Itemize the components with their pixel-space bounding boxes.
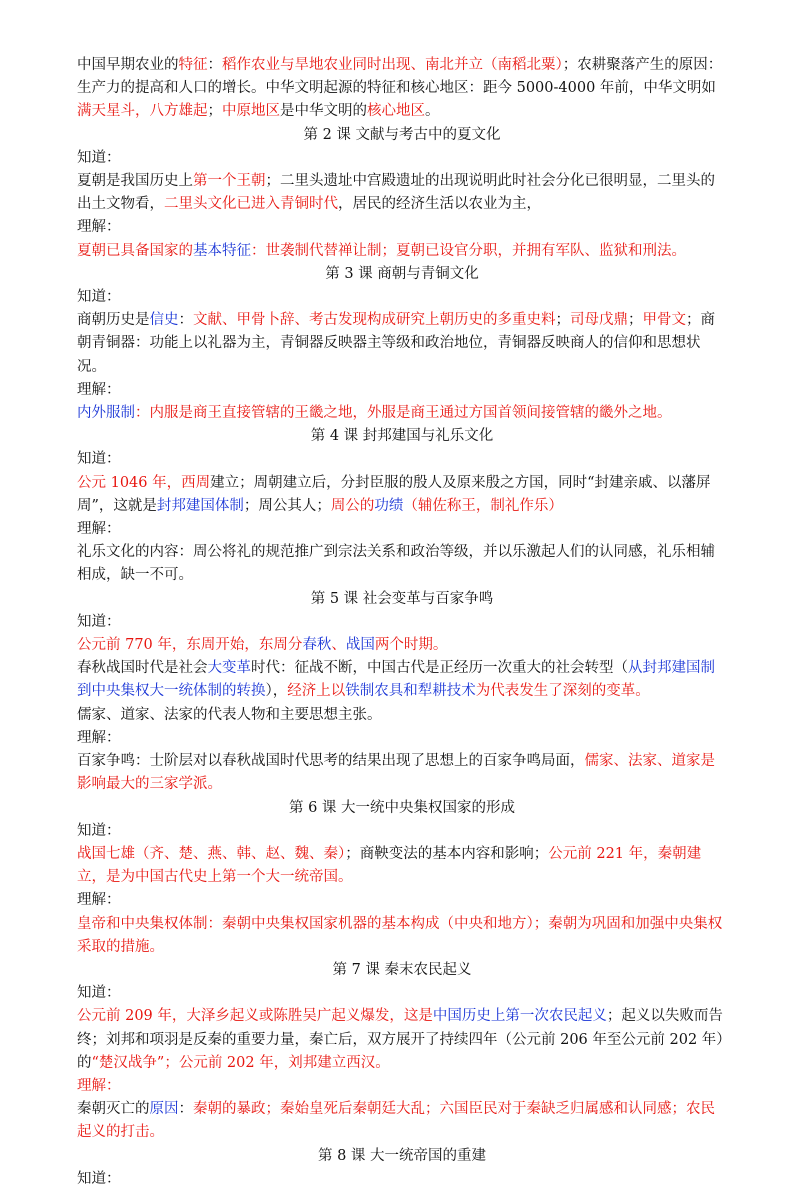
text-run: 战国	[345, 637, 375, 654]
lesson-6-title: 第 6 课 大一统中央集权国家的形成	[288, 799, 516, 816]
lesson-5-title: 第 5 课 社会变革与百家争鸣	[310, 590, 494, 607]
paragraph	[77, 704, 727, 727]
text-run: 礼乐文化的内容：周公将礼的规范推广到宗法关系和政治等级，并以乐激起人们的认同感，礼乐相辅相成，缺一不可。	[77, 544, 715, 584]
text-run: 中原地区	[222, 103, 280, 120]
paragraph	[77, 634, 727, 657]
document-page	[77, 54, 727, 1191]
text-run: 基本特征	[193, 242, 251, 259]
text-run: 商朝历史是	[77, 312, 150, 329]
paragraph	[77, 913, 727, 959]
text-run: ：	[178, 312, 193, 329]
text-run: 司母戊鼎	[570, 312, 628, 329]
text-run: 知道：	[77, 149, 121, 166]
paragraph	[77, 54, 727, 124]
text-run: 核心地区	[367, 103, 425, 120]
paragraph	[77, 379, 727, 402]
text-run: ：	[207, 57, 222, 73]
text-run: 理解：	[77, 1077, 121, 1094]
text-run: 内外服制	[77, 405, 135, 422]
paragraph	[77, 820, 727, 843]
text-run: 儒家、法家、道家是影响最大的三家学派。	[77, 753, 715, 793]
text-run: 理解：	[77, 521, 121, 538]
lesson-8-title: 第 8 课 大一统帝国的重建	[317, 1147, 487, 1164]
text-run: 公元前 770 年，东周开始，东周分	[77, 637, 303, 654]
text-run: ；农耕聚落产生的原因：生产力的提高和人口的增长。中华文明起源的特征和核心地区：距今 5000-4000 年前，中华文明如	[77, 57, 723, 97]
text-run: 原因	[149, 1101, 179, 1118]
text-run: 文献、甲骨卜辞、考古发现构成研究上朝历史的多重史料	[193, 312, 556, 329]
paragraph	[77, 472, 727, 518]
text-run: ；	[555, 312, 570, 329]
text-run: 知道：	[77, 451, 121, 468]
paragraph	[77, 1005, 727, 1075]
paragraph	[77, 1075, 727, 1098]
lesson-3-title: 第 3 课 商朝与青铜文化	[325, 265, 479, 282]
text-run: 知道：	[77, 1170, 121, 1187]
text-run: 信史	[149, 312, 179, 329]
text-run: 儒家、道家、法家的代表人物和主要思想主张。	[77, 706, 382, 723]
paragraph	[77, 286, 727, 309]
paragraph	[77, 448, 727, 471]
text-run: 周公的	[330, 497, 375, 514]
text-run: 是中华文明的	[280, 103, 367, 120]
text-run: ），	[265, 683, 288, 700]
text-run: 皇帝和中央集权体制：秦朝中央集权国家机器的基本构成（中央和地方）；秦朝为巩固和加强中央集权采取的措施。	[77, 915, 723, 955]
text-run: ；起义以失败而告终；刘邦和项羽是反秦的重要力量，秦亡后，双方展开了持续四年（公元前 206 年至公元前 202 年）的	[77, 1008, 724, 1071]
paragraph	[77, 1098, 727, 1144]
text-run: ；	[628, 312, 643, 329]
text-run: 稻作农业与旱地农业同时出现、南北并立（南稻北粟）	[222, 57, 563, 73]
text-run: 公元前 221 年，秦朝建立，是为中国古代史上第一个大一统帝国。	[77, 845, 702, 886]
text-run: ；周公其人；	[243, 497, 331, 514]
text-run: ，居民的经济生活以农业为主，	[338, 196, 541, 213]
lesson-4-body	[77, 448, 727, 587]
text-run: 理解：	[77, 381, 121, 398]
text-run: 公元前 209 年，大泽乡起义或陈胜吴广起义爆发，这是	[77, 1008, 433, 1025]
text-run: 二里头文化已进入青铜时代	[164, 196, 338, 213]
paragraph	[77, 170, 727, 216]
paragraph	[77, 1168, 727, 1191]
text-run: 为代表发生了深刻的变革。	[475, 683, 650, 700]
text-run: 秦朝灭亡的	[77, 1101, 150, 1118]
text-run: 知道：	[77, 289, 121, 306]
text-run: “楚汉战争”；公元前 202 年，刘邦建立西汉。	[91, 1054, 390, 1071]
text-run: 中国早期农业的	[77, 57, 179, 73]
text-run: 理解：	[77, 219, 121, 236]
text-run: 大变革	[207, 660, 251, 677]
text-run: 知道：	[77, 613, 121, 630]
text-run: 战国七雄（齐、楚、燕、韩、赵、魏、秦）	[77, 845, 346, 862]
text-run: 春秋	[302, 637, 332, 654]
lesson-6-body	[77, 820, 727, 959]
text-run: ：世袭制代替禅让制；夏朝已设官分职，并拥有军队、监狱和刑法。	[251, 242, 686, 259]
text-run: 秦朝的暴政；秦始皇死后秦朝廷大乱；六国臣民对于秦缺乏归属感和认同感；农民起义的打击。	[77, 1101, 715, 1141]
text-run: ；商鞅变法的基本内容和影响；	[345, 845, 549, 862]
text-run: 中国历史上第一次农民起义	[432, 1008, 607, 1025]
text-run: 理解：	[77, 729, 121, 746]
paragraph	[77, 843, 727, 889]
paragraph	[77, 240, 727, 263]
text-run: ；商朝青铜器：功能上以礼器为主，青铜器反映器主等级和政治地位，青铜器反映商人的信仰和思想状况。	[77, 312, 715, 375]
paragraph	[77, 889, 727, 912]
intro-section	[77, 54, 727, 124]
paragraph	[77, 750, 727, 796]
lesson-5-body	[77, 611, 727, 797]
text-run: 。	[425, 103, 440, 120]
lesson-7-title: 第 7 课 秦末农民起义	[332, 961, 472, 978]
text-run: 公元 1046 年，西周	[77, 474, 211, 491]
text-run: 、	[331, 637, 346, 654]
paragraph	[77, 216, 727, 239]
text-run: 百家争鸣：士阶层对以春秋战国时代思考的结果出现了思想上的百家争鸣局面，	[77, 753, 585, 770]
paragraph	[77, 982, 727, 1005]
text-run: 夏朝是我国历史上	[77, 173, 193, 190]
text-run: 第一个王朝	[193, 173, 266, 190]
paragraph	[77, 518, 727, 541]
lesson-2-body	[77, 147, 727, 263]
text-run: 从封邦建国制到中央集权大一统体制的转换	[77, 660, 715, 700]
text-run: 封邦建国体制	[156, 497, 244, 514]
text-run: 时代：征战不断，中国古代是正经历一次重大的社会转型（	[251, 660, 628, 677]
text-run: 理解：	[77, 892, 121, 909]
paragraph	[77, 147, 727, 170]
text-run: 甲骨文	[642, 312, 686, 329]
text-run: ；二里头遗址中宫殿遗址的出现说明此时社会分化已很明显，二里头的出土文物看，	[77, 173, 715, 213]
lesson-8-body	[77, 1168, 727, 1191]
text-run: 两个时期。	[374, 637, 448, 654]
paragraph	[77, 657, 727, 703]
text-run: 知道：	[77, 985, 121, 1002]
text-run: 春秋战国时代是社会	[77, 660, 208, 677]
text-run: 功绩	[374, 497, 404, 514]
text-run: 建立；周朝建立后，分封臣服的殷人及原来殷之方国，同时“封建亲戚、以藩屏周”，这就是	[77, 474, 711, 514]
text-run: 满天星斗，八方雄起	[77, 103, 208, 120]
text-run: ：内服是商王直接管辖的王畿之地，外服是商王通过方国首领间接管辖的畿外之地。	[135, 405, 672, 422]
paragraph	[77, 541, 727, 587]
text-run: ：	[178, 1101, 193, 1118]
paragraph	[77, 727, 727, 750]
text-run: 特征	[178, 57, 208, 73]
paragraph	[77, 309, 727, 379]
paragraph	[77, 611, 727, 634]
text-run: 经济上以	[287, 683, 346, 700]
text-run: ；	[207, 103, 222, 120]
text-run: 铁制农具和犁耕技术	[345, 683, 476, 700]
text-run: 夏朝已具备国家的	[77, 242, 193, 259]
text-run: （辅佐称王，制礼作乐）	[403, 497, 563, 514]
lesson-4-title: 第 4 课 封邦建国与礼乐文化	[310, 428, 494, 445]
lesson-3-body	[77, 286, 727, 425]
lesson-7-body	[77, 982, 727, 1144]
text-run: 知道：	[77, 822, 121, 839]
paragraph	[77, 402, 727, 425]
lesson-2-title: 第 2 课 文献与考古中的夏文化	[303, 126, 501, 143]
